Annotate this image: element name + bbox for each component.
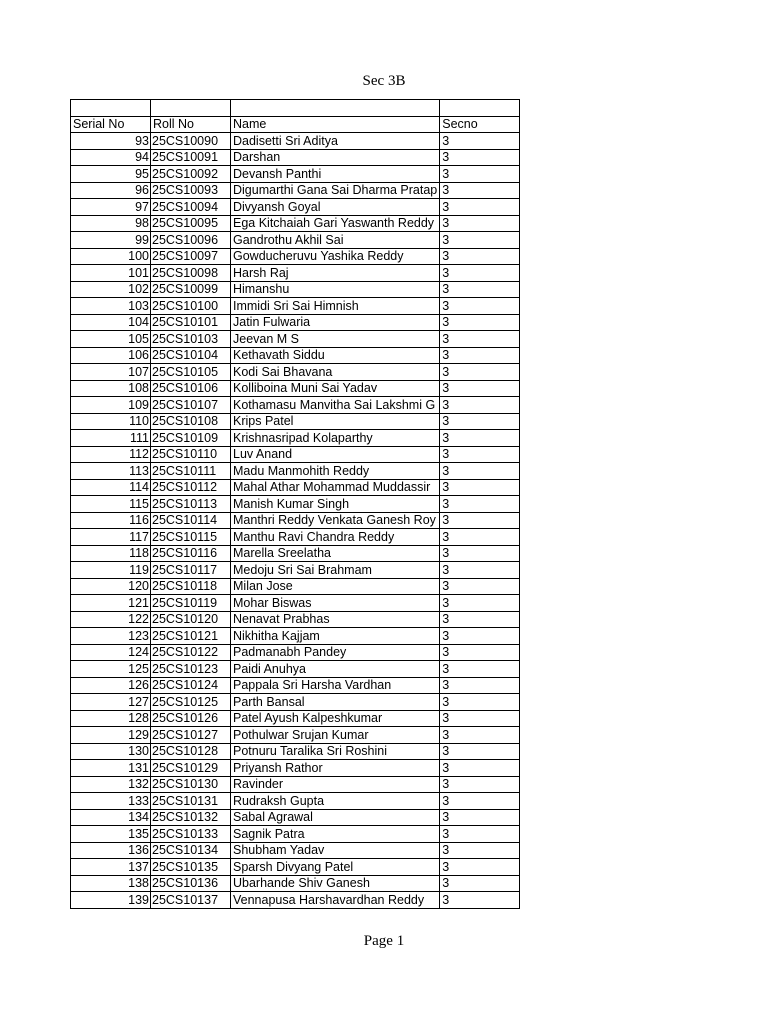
student-name-cell: Darshan	[231, 149, 440, 166]
section-number-cell: 3	[440, 826, 520, 843]
section-number-cell: 3	[440, 562, 520, 579]
serial-number-cell: 96	[71, 182, 151, 199]
section-number-cell: 3	[440, 677, 520, 694]
section-number-cell: 3	[440, 463, 520, 480]
serial-number-cell: 104	[71, 314, 151, 331]
serial-number-cell: 129	[71, 727, 151, 744]
roll-number-cell: 25CS10126	[151, 710, 231, 727]
table-row	[71, 644, 520, 661]
student-name-cell: Marella Sreelatha	[231, 545, 440, 562]
roll-number-cell: 25CS10119	[151, 595, 231, 612]
serial-number-cell: 121	[71, 595, 151, 612]
roll-number-cell: 25CS10101	[151, 314, 231, 331]
table-row	[71, 677, 520, 694]
table-row	[71, 149, 520, 166]
student-name-cell: Jeevan M S	[231, 331, 440, 348]
serial-number-cell: 101	[71, 265, 151, 282]
table-row	[71, 875, 520, 892]
blank-cell	[71, 100, 151, 117]
student-name-cell: Kodi Sai Bhavana	[231, 364, 440, 381]
column-header-roll: Roll No	[151, 116, 231, 133]
student-name-cell: Ravinder	[231, 776, 440, 793]
section-number-cell: 3	[440, 694, 520, 711]
serial-number-cell: 100	[71, 248, 151, 265]
student-name-cell: Sagnik Patra	[231, 826, 440, 843]
page-title-text: Sec 3B	[362, 73, 406, 89]
section-number-cell: 3	[440, 430, 520, 447]
section-number-cell: 3	[440, 809, 520, 826]
section-number-cell: 3	[440, 413, 520, 430]
section-number-cell: 3	[440, 859, 520, 876]
student-name-cell: Pappala Sri Harsha Vardhan	[231, 677, 440, 694]
table-row	[71, 248, 520, 265]
student-name-cell: Kethavath Siddu	[231, 347, 440, 364]
table-row	[71, 380, 520, 397]
serial-number-cell: 112	[71, 446, 151, 463]
serial-number-cell: 109	[71, 397, 151, 414]
section-number-cell: 3	[440, 133, 520, 150]
page-number: Page 1	[363, 933, 405, 949]
student-name-cell: Mohar Biswas	[231, 595, 440, 612]
section-number-cell: 3	[440, 397, 520, 414]
serial-number-cell: 118	[71, 545, 151, 562]
serial-number-cell: 99	[71, 232, 151, 249]
table-row	[71, 760, 520, 777]
table-row	[71, 842, 520, 859]
roll-number-cell: 25CS10128	[151, 743, 231, 760]
table-row	[71, 463, 520, 480]
student-name-cell: Patel Ayush Kalpeshkumar	[231, 710, 440, 727]
serial-number-cell: 105	[71, 331, 151, 348]
section-number-cell: 3	[440, 875, 520, 892]
roll-number-cell: 25CS10091	[151, 149, 231, 166]
serial-number-cell: 122	[71, 611, 151, 628]
header-row	[71, 116, 520, 133]
blank-cell	[440, 100, 520, 117]
student-name-cell: Manthu Ravi Chandra Reddy	[231, 529, 440, 546]
column-header-secno: Secno	[440, 116, 520, 133]
serial-number-cell: 136	[71, 842, 151, 859]
serial-number-cell: 123	[71, 628, 151, 645]
section-number-cell: 3	[440, 512, 520, 529]
roll-number-cell: 25CS10137	[151, 892, 231, 909]
table-row	[71, 265, 520, 282]
roll-number-cell: 25CS10095	[151, 215, 231, 232]
section-number-cell: 3	[440, 892, 520, 909]
roll-number-cell: 25CS10115	[151, 529, 231, 546]
student-name-cell: Rudraksh Gupta	[231, 793, 440, 810]
table-row	[71, 545, 520, 562]
table-row	[71, 595, 520, 612]
table-row	[71, 215, 520, 232]
student-name-cell: Sparsh Divyang Patel	[231, 859, 440, 876]
table-row	[71, 694, 520, 711]
serial-number-cell: 107	[71, 364, 151, 381]
student-name-cell: Madu Manmohith Reddy	[231, 463, 440, 480]
roll-number-cell: 25CS10110	[151, 446, 231, 463]
column-header-name: Name	[231, 116, 440, 133]
table-row	[71, 413, 520, 430]
page-footer	[0, 931, 768, 951]
student-name-cell: Paidi Anuhya	[231, 661, 440, 678]
table-row	[71, 479, 520, 496]
serial-number-cell: 111	[71, 430, 151, 447]
serial-number-cell: 115	[71, 496, 151, 513]
section-number-cell: 3	[440, 265, 520, 282]
blank-cell	[231, 100, 440, 117]
table-row	[71, 281, 520, 298]
serial-number-cell: 117	[71, 529, 151, 546]
student-name-cell: Dadisetti Sri Aditya	[231, 133, 440, 150]
roll-number-cell: 25CS10105	[151, 364, 231, 381]
roll-number-cell: 25CS10135	[151, 859, 231, 876]
table-row	[71, 826, 520, 843]
section-number-cell: 3	[440, 776, 520, 793]
table-row	[71, 133, 520, 150]
table-row	[71, 298, 520, 315]
roll-number-cell: 25CS10133	[151, 826, 231, 843]
roll-number-cell: 25CS10116	[151, 545, 231, 562]
student-name-cell: Gandrothu Akhil Sai	[231, 232, 440, 249]
table-row	[71, 232, 520, 249]
roll-number-cell: 25CS10129	[151, 760, 231, 777]
section-number-cell: 3	[440, 182, 520, 199]
roll-number-cell: 25CS10124	[151, 677, 231, 694]
table-row	[71, 182, 520, 199]
roll-number-cell: 25CS10118	[151, 578, 231, 595]
student-name-cell: Krishnasripad Kolaparthy	[231, 430, 440, 447]
student-name-cell: Priyansh Rathor	[231, 760, 440, 777]
table-row	[71, 347, 520, 364]
serial-number-cell: 134	[71, 809, 151, 826]
serial-number-cell: 102	[71, 281, 151, 298]
table-row	[71, 661, 520, 678]
section-number-cell: 3	[440, 529, 520, 546]
table-row	[71, 793, 520, 810]
section-number-cell: 3	[440, 661, 520, 678]
table-row	[71, 611, 520, 628]
serial-number-cell: 106	[71, 347, 151, 364]
section-number-cell: 3	[440, 727, 520, 744]
serial-number-cell: 132	[71, 776, 151, 793]
student-name-cell: Mahal Athar Mohammad Muddassir	[231, 479, 440, 496]
serial-number-cell: 98	[71, 215, 151, 232]
student-name-cell: Gowducheruvu Yashika Reddy	[231, 248, 440, 265]
table-row	[71, 314, 520, 331]
student-name-cell: Immidi Sri Sai Himnish	[231, 298, 440, 315]
serial-number-cell: 94	[71, 149, 151, 166]
roll-number-cell: 25CS10113	[151, 496, 231, 513]
serial-number-cell: 131	[71, 760, 151, 777]
serial-number-cell: 139	[71, 892, 151, 909]
table-row	[71, 578, 520, 595]
roll-number-cell: 25CS10109	[151, 430, 231, 447]
student-name-cell: Potnuru Taralika Sri Roshini	[231, 743, 440, 760]
page-title	[0, 71, 768, 91]
section-number-cell: 3	[440, 595, 520, 612]
serial-number-cell: 97	[71, 199, 151, 216]
student-name-cell: Milan Jose	[231, 578, 440, 595]
roll-number-cell: 25CS10103	[151, 331, 231, 348]
section-number-cell: 3	[440, 644, 520, 661]
roll-number-cell: 25CS10114	[151, 512, 231, 529]
section-number-cell: 3	[440, 743, 520, 760]
roll-number-cell: 25CS10131	[151, 793, 231, 810]
student-name-cell: Divyansh Goyal	[231, 199, 440, 216]
section-number-cell: 3	[440, 314, 520, 331]
roll-number-cell: 25CS10092	[151, 166, 231, 183]
roll-number-cell: 25CS10127	[151, 727, 231, 744]
serial-number-cell: 113	[71, 463, 151, 480]
student-name-cell: Nenavat Prabhas	[231, 611, 440, 628]
serial-number-cell: 95	[71, 166, 151, 183]
blank-row	[71, 100, 520, 117]
section-number-cell: 3	[440, 331, 520, 348]
student-name-cell: Jatin Fulwaria	[231, 314, 440, 331]
student-name-cell: Kolliboina Muni Sai Yadav	[231, 380, 440, 397]
table-row	[71, 512, 520, 529]
table-row	[71, 776, 520, 793]
serial-number-cell: 126	[71, 677, 151, 694]
column-header-serial: Serial No	[71, 116, 151, 133]
student-name-cell: Sabal Agrawal	[231, 809, 440, 826]
roll-number-cell: 25CS10094	[151, 199, 231, 216]
roll-number-cell: 25CS10107	[151, 397, 231, 414]
student-name-cell: Padmanabh Pandey	[231, 644, 440, 661]
serial-number-cell: 119	[71, 562, 151, 579]
student-name-cell: Digumarthi Gana Sai Dharma Pratap	[231, 182, 440, 199]
student-name-cell: Himanshu	[231, 281, 440, 298]
section-number-cell: 3	[440, 611, 520, 628]
roll-number-cell: 25CS10097	[151, 248, 231, 265]
student-name-cell: Ega Kitchaiah Gari Yaswanth Reddy	[231, 215, 440, 232]
student-name-cell: Krips Patel	[231, 413, 440, 430]
table-row	[71, 562, 520, 579]
serial-number-cell: 130	[71, 743, 151, 760]
student-name-cell: Shubham Yadav	[231, 842, 440, 859]
table-row	[71, 430, 520, 447]
section-number-cell: 3	[440, 842, 520, 859]
section-number-cell: 3	[440, 298, 520, 315]
table-row	[71, 529, 520, 546]
table-row	[71, 628, 520, 645]
serial-number-cell: 110	[71, 413, 151, 430]
section-number-cell: 3	[440, 380, 520, 397]
student-name-cell: Devansh Panthi	[231, 166, 440, 183]
table-row	[71, 743, 520, 760]
serial-number-cell: 135	[71, 826, 151, 843]
student-table-body	[71, 100, 520, 909]
roll-number-cell: 25CS10136	[151, 875, 231, 892]
serial-number-cell: 127	[71, 694, 151, 711]
table-row	[71, 727, 520, 744]
section-number-cell: 3	[440, 479, 520, 496]
serial-number-cell: 120	[71, 578, 151, 595]
section-number-cell: 3	[440, 232, 520, 249]
roll-number-cell: 25CS10106	[151, 380, 231, 397]
roll-number-cell: 25CS10134	[151, 842, 231, 859]
section-number-cell: 3	[440, 578, 520, 595]
section-number-cell: 3	[440, 496, 520, 513]
roll-number-cell: 25CS10121	[151, 628, 231, 645]
roll-number-cell: 25CS10130	[151, 776, 231, 793]
section-number-cell: 3	[440, 199, 520, 216]
roll-number-cell: 25CS10122	[151, 644, 231, 661]
section-number-cell: 3	[440, 248, 520, 265]
section-number-cell: 3	[440, 364, 520, 381]
student-name-cell: Vennapusa Harshavardhan Reddy	[231, 892, 440, 909]
student-name-cell: Kothamasu Manvitha Sai Lakshmi G	[231, 397, 440, 414]
student-name-cell: Parth Bansal	[231, 694, 440, 711]
section-number-cell: 3	[440, 760, 520, 777]
student-name-cell: Nikhitha Kajjam	[231, 628, 440, 645]
serial-number-cell: 124	[71, 644, 151, 661]
serial-number-cell: 108	[71, 380, 151, 397]
section-number-cell: 3	[440, 628, 520, 645]
section-number-cell: 3	[440, 347, 520, 364]
roll-number-cell: 25CS10117	[151, 562, 231, 579]
section-number-cell: 3	[440, 281, 520, 298]
roll-number-cell: 25CS10096	[151, 232, 231, 249]
serial-number-cell: 138	[71, 875, 151, 892]
student-name-cell: Medoju Sri Sai Brahmam	[231, 562, 440, 579]
serial-number-cell: 93	[71, 133, 151, 150]
table-row	[71, 892, 520, 909]
roll-number-cell: 25CS10123	[151, 661, 231, 678]
table-row	[71, 496, 520, 513]
table-row	[71, 364, 520, 381]
serial-number-cell: 133	[71, 793, 151, 810]
serial-number-cell: 125	[71, 661, 151, 678]
student-name-cell: Manthri Reddy Venkata Ganesh Roy	[231, 512, 440, 529]
roll-number-cell: 25CS10100	[151, 298, 231, 315]
roll-number-cell: 25CS10090	[151, 133, 231, 150]
student-name-cell: Harsh Raj	[231, 265, 440, 282]
table-row	[71, 809, 520, 826]
roll-number-cell: 25CS10132	[151, 809, 231, 826]
section-number-cell: 3	[440, 215, 520, 232]
roll-number-cell: 25CS10104	[151, 347, 231, 364]
serial-number-cell: 103	[71, 298, 151, 315]
section-number-cell: 3	[440, 166, 520, 183]
roll-number-cell: 25CS10125	[151, 694, 231, 711]
roll-number-cell: 25CS10112	[151, 479, 231, 496]
section-number-cell: 3	[440, 446, 520, 463]
serial-number-cell: 116	[71, 512, 151, 529]
student-name-cell: Ubarhande Shiv Ganesh	[231, 875, 440, 892]
section-number-cell: 3	[440, 545, 520, 562]
table-row	[71, 199, 520, 216]
roll-number-cell: 25CS10120	[151, 611, 231, 628]
table-row	[71, 331, 520, 348]
student-name-cell: Luv Anand	[231, 446, 440, 463]
table-row	[71, 446, 520, 463]
roll-number-cell: 25CS10111	[151, 463, 231, 480]
serial-number-cell: 137	[71, 859, 151, 876]
roll-number-cell: 25CS10108	[151, 413, 231, 430]
section-number-cell: 3	[440, 793, 520, 810]
student-name-cell: Pothulwar Srujan Kumar	[231, 727, 440, 744]
student-table	[70, 99, 520, 909]
roll-number-cell: 25CS10099	[151, 281, 231, 298]
table-row	[71, 859, 520, 876]
section-number-cell: 3	[440, 710, 520, 727]
roll-number-cell: 25CS10098	[151, 265, 231, 282]
serial-number-cell: 128	[71, 710, 151, 727]
section-number-cell: 3	[440, 149, 520, 166]
table-row	[71, 710, 520, 727]
roll-number-cell: 25CS10093	[151, 182, 231, 199]
serial-number-cell: 114	[71, 479, 151, 496]
table-row	[71, 397, 520, 414]
student-name-cell: Manish Kumar Singh	[231, 496, 440, 513]
blank-cell	[151, 100, 231, 117]
table-row	[71, 166, 520, 183]
